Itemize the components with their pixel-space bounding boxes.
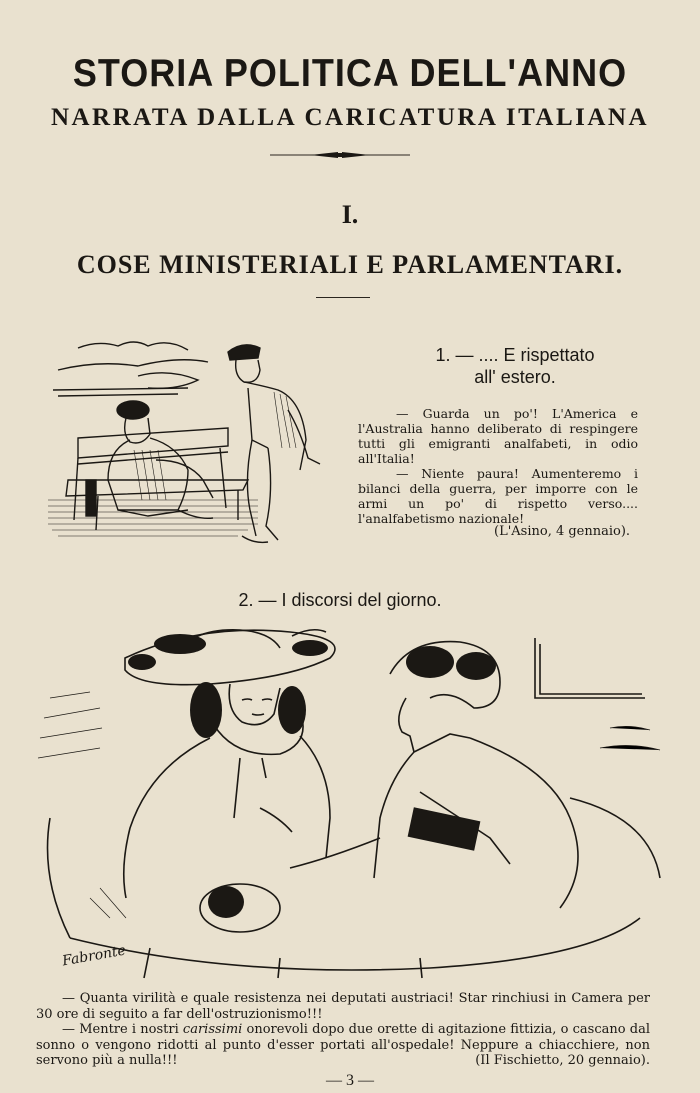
page-title: STORIA POLITICA DELL'ANNO <box>72 50 628 95</box>
caricature-2-paragraph-2 <box>36 1022 650 1069</box>
caricature-2-paragraph-2-italic: carissimi <box>182 1022 243 1037</box>
caricature-2-paragraph-1: — Quanta virilità e quale resistenza nei deputati austriaci! Star rinchiusi in Camera per 30 ore di seguito a far dell'ostruzionismo!!! <box>36 991 650 1022</box>
caricature-1-heading-line1: 1. — .... E rispettato <box>435 345 595 365</box>
section-title: COSE MINISTERIALI E PARLAMENTARI. <box>76 250 624 279</box>
page-subtitle: NARRATA DALLA CARICATURA ITALIANA <box>50 104 650 131</box>
caricature-1-dialogue <box>358 406 638 526</box>
section-rule <box>316 297 370 298</box>
caricature-2-paragraph-2-start: — Mentre i nostri <box>62 1022 183 1037</box>
caricature-1-heading <box>370 344 660 388</box>
caricature-2-source: (Il Fischietto, 20 gennaio). <box>475 1053 650 1068</box>
caricature-1-paragraph-1: — Guarda un po'! L'America e l'Australia hanno deliberato di respingere tutti gli emigranti analfabeti, in odio all'Italia! <box>358 406 638 466</box>
caricature-2-heading: 2. — I discorsi del giorno. <box>238 590 442 610</box>
caricature-bench-illustration <box>38 330 350 548</box>
caricature-1-heading-line2: all' estero. <box>474 367 556 387</box>
caricature-ladies-illustration <box>30 618 680 988</box>
caricature-1-source: (L'Asino, 4 gennaio). <box>494 524 631 539</box>
caricature-1-paragraph-2: — Niente paura! Aumenteremo i bilanci della guerra, per imporre con le armi un po' di rispetto verso.... l'analfabetismo nazionale! <box>358 466 638 526</box>
caricature-2-paragraph-2-end: onorevoli dopo due orette di agitazione fittizia, o cascano dal sonno o vengono ridotti al punto d'esser portati all'ospedale! Neppure a chiacchiere, non servono più a nulla!!! <box>36 1022 650 1068</box>
page-number: — 3 — <box>326 1072 374 1089</box>
section-number: I. <box>341 200 359 229</box>
artist-signature: Fabronte <box>61 942 128 970</box>
caricature-2-dialogue <box>36 991 650 1069</box>
ornament-divider <box>270 150 410 160</box>
